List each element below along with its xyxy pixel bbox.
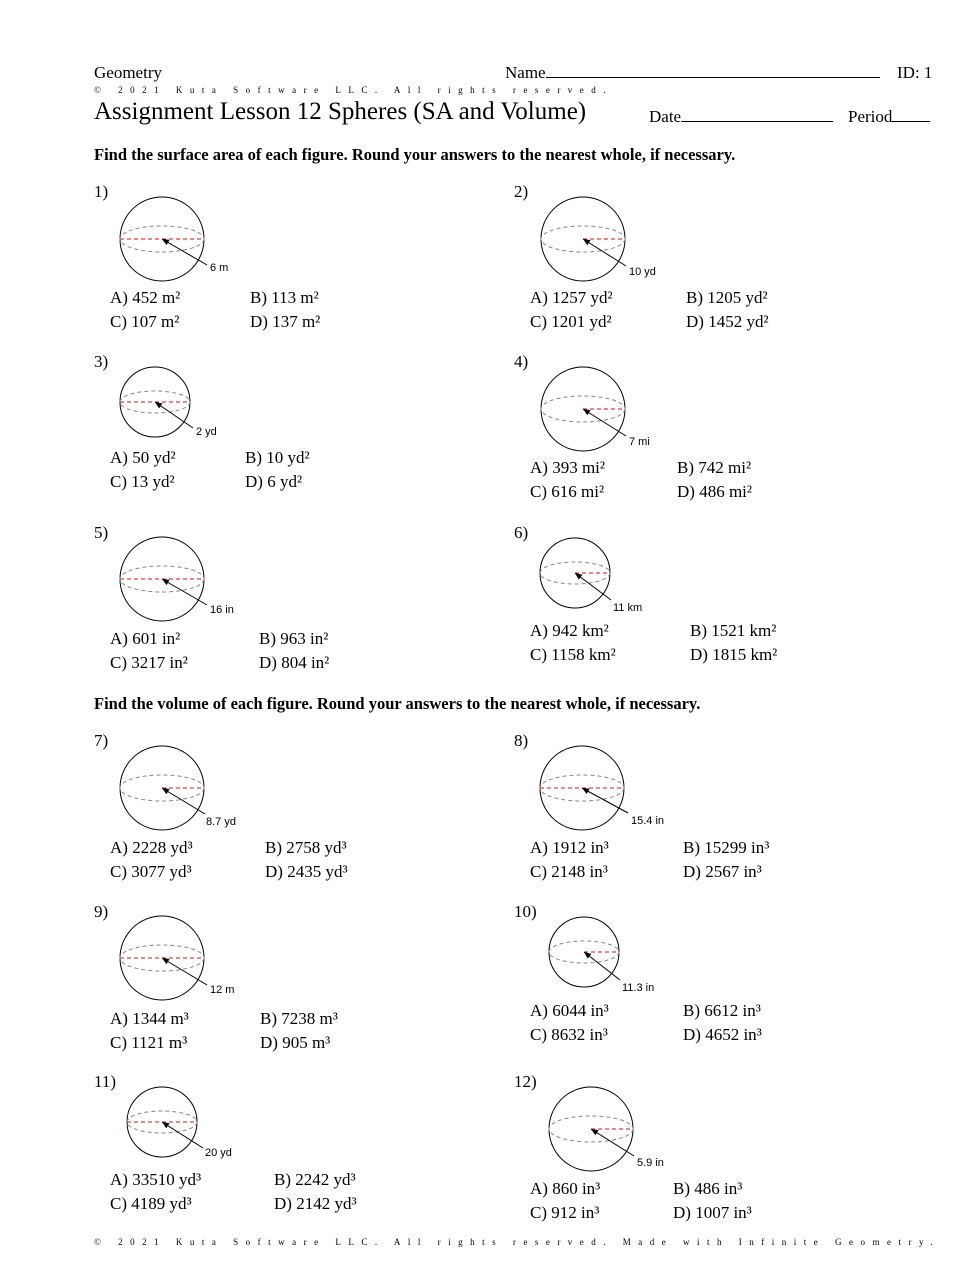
answer-choice-a[interactable]: A) 452 m² — [110, 288, 181, 307]
answer-choice-c[interactable]: C) 1158 km² — [530, 645, 616, 664]
answer-choice-c[interactable]: C) 2148 in³ — [530, 862, 608, 881]
problem-number: 11) — [94, 1072, 117, 1091]
section-instruction-surface-area: Find the surface area of each figure. Round your answers to the nearest whole, if necessary. — [94, 145, 736, 164]
arrow-line — [591, 1129, 634, 1156]
answer-choice-d[interactable]: D) 1452 yd² — [686, 312, 769, 331]
arrow-line — [582, 788, 628, 813]
answer-choice-a[interactable]: A) 33510 yd³ — [110, 1170, 202, 1189]
sphere-equator — [541, 226, 625, 252]
answer-choice-a[interactable]: A) 1344 m³ — [110, 1009, 189, 1028]
sphere-equator — [540, 775, 624, 801]
problem-number: 9) — [94, 902, 109, 921]
answer-choice-a[interactable]: A) 942 km² — [530, 621, 609, 640]
arrow-line — [583, 239, 626, 266]
radius-label: 10 yd — [629, 266, 656, 278]
radius-label: 11 km — [613, 602, 643, 614]
answer-choice-c[interactable]: C) 3217 in² — [110, 653, 188, 672]
answer-choice-a[interactable]: A) 860 in³ — [530, 1179, 601, 1198]
arrow-head-icon — [575, 573, 582, 580]
sphere-outline — [120, 746, 204, 830]
answer-choice-a[interactable]: A) 6044 in³ — [530, 1001, 609, 1020]
id-label: ID: 1 — [897, 63, 933, 82]
problem-number: 10) — [514, 902, 537, 921]
answer-choice-c[interactable]: C) 912 in³ — [530, 1203, 600, 1222]
radius-label: 20 yd — [205, 1147, 232, 1159]
arrow-head-icon — [582, 788, 590, 794]
arrow-head-icon — [162, 579, 170, 585]
answer-choice-b[interactable]: B) 1205 yd² — [686, 288, 768, 307]
problem-number: 2) — [514, 182, 529, 201]
problem-number: 5) — [94, 523, 109, 542]
problem-number: 4) — [514, 352, 529, 371]
radius-label: 16 in — [210, 604, 234, 616]
problem-number: 6) — [514, 523, 529, 542]
answer-choice-a[interactable]: A) 393 mi² — [530, 458, 605, 477]
arrow-head-icon — [583, 239, 591, 245]
page-title: Assignment Lesson 12 Spheres (SA and Volume) — [94, 98, 587, 125]
answer-choice-a[interactable]: A) 50 yd² — [110, 448, 176, 467]
answer-choice-c[interactable]: C) 3077 yd³ — [110, 862, 192, 881]
section-instruction-volume: Find the volume of each figure. Round your answers to the nearest whole, if necessary. — [94, 694, 701, 713]
arrow-head-icon — [591, 1129, 599, 1135]
answer-choice-d[interactable]: D) 2142 yd³ — [274, 1194, 357, 1213]
copyright-bottom: © 2021 Kuta Software LLC. All rights reserved. Made with Infinite Geometry. — [94, 1237, 941, 1247]
radius-label: 2 yd — [196, 426, 217, 438]
sphere-outline — [549, 1087, 633, 1171]
answer-choice-b[interactable]: B) 1521 km² — [690, 621, 777, 640]
answer-choice-b[interactable]: B) 7238 m³ — [260, 1009, 338, 1028]
answer-choice-d[interactable]: D) 905 m³ — [260, 1033, 331, 1052]
date-line — [681, 107, 833, 122]
arrow-line — [162, 579, 207, 605]
radius-label: 15.4 in — [631, 815, 665, 827]
arrow-line — [155, 402, 193, 428]
answer-choice-c[interactable]: C) 107 m² — [110, 312, 180, 331]
sphere-equator — [540, 562, 610, 584]
answer-choice-b[interactable]: B) 742 mi² — [677, 458, 752, 477]
answer-choice-d[interactable]: D) 4652 in³ — [683, 1025, 762, 1044]
arrow-head-icon — [583, 409, 591, 415]
answer-choice-b[interactable]: B) 15299 in³ — [683, 838, 770, 857]
sphere-equator — [549, 941, 619, 963]
answer-choice-a[interactable]: A) 601 in² — [110, 629, 181, 648]
answer-choice-a[interactable]: A) 1257 yd² — [530, 288, 613, 307]
name-label: Name — [505, 63, 546, 82]
problem-number: 3) — [94, 352, 109, 371]
radius-label: 7 mi — [629, 436, 650, 448]
answer-choice-c[interactable]: C) 616 mi² — [530, 482, 605, 501]
copyright-top: © 2021 Kuta Software LLC. All rights reserved. — [94, 85, 614, 95]
sphere-equator — [120, 566, 204, 592]
sphere-outline — [541, 197, 625, 281]
answer-choice-b[interactable]: B) 10 yd² — [245, 448, 310, 467]
answer-choice-b[interactable]: B) 6612 in³ — [683, 1001, 761, 1020]
answer-choice-d[interactable]: D) 1007 in³ — [673, 1203, 752, 1222]
sphere-equator — [120, 945, 204, 971]
arrow-line — [583, 409, 626, 436]
answer-choice-b[interactable]: B) 486 in³ — [673, 1179, 743, 1198]
answer-choice-d[interactable]: D) 1815 km² — [690, 645, 778, 664]
problem-number: 8) — [514, 731, 529, 750]
arrow-head-icon — [584, 952, 591, 959]
answer-choice-a[interactable]: A) 1912 in³ — [530, 838, 609, 857]
sphere-equator — [549, 1116, 633, 1142]
sphere-equator — [541, 396, 625, 422]
arrow-head-icon — [162, 1122, 170, 1128]
answer-choice-b[interactable]: B) 2758 yd³ — [265, 838, 347, 857]
arrow-line — [584, 952, 620, 980]
answer-choice-d[interactable]: D) 804 in² — [259, 653, 330, 672]
answer-choice-a[interactable]: A) 2228 yd³ — [110, 838, 193, 857]
problem-number: 7) — [94, 731, 109, 750]
arrow-head-icon — [162, 958, 170, 964]
problem-number: 1) — [94, 182, 109, 201]
answer-choice-c[interactable]: C) 8632 in³ — [530, 1025, 608, 1044]
date-label: Date — [649, 107, 682, 126]
answer-choice-d[interactable]: D) 486 mi² — [677, 482, 752, 501]
answer-choice-c[interactable]: C) 4189 yd³ — [110, 1194, 192, 1213]
course-name: Geometry — [94, 63, 162, 82]
sphere-outline — [120, 367, 190, 437]
answer-choice-c[interactable]: C) 1121 m³ — [110, 1033, 188, 1052]
arrow-line — [162, 1122, 203, 1148]
sphere-outline — [540, 746, 624, 830]
sphere-outline — [127, 1087, 197, 1157]
period-field[interactable] — [848, 107, 930, 127]
sphere-outline — [120, 537, 204, 621]
arrow-line — [162, 239, 207, 265]
sphere-equator — [127, 1111, 197, 1133]
arrow-head-icon — [155, 402, 162, 408]
name-field[interactable] — [505, 63, 880, 83]
name-line — [546, 63, 880, 78]
arrow-line — [162, 788, 205, 814]
period-label: Period — [848, 107, 893, 126]
problem-number: 12) — [514, 1072, 537, 1091]
period-line — [892, 107, 930, 122]
sphere-outline — [120, 916, 204, 1000]
radius-label: 8.7 yd — [206, 816, 236, 828]
sphere-outline — [541, 367, 625, 451]
answer-choice-c[interactable]: C) 13 yd² — [110, 472, 175, 491]
answer-choice-d[interactable]: D) 137 m² — [250, 312, 321, 331]
arrow-line — [575, 573, 611, 600]
sphere-equator — [120, 391, 190, 413]
sphere-outline — [549, 917, 619, 987]
answer-choice-b[interactable]: B) 963 in² — [259, 629, 329, 648]
radius-label: 5.9 in — [637, 1157, 664, 1169]
sphere-outline — [540, 538, 610, 608]
answer-choice-d[interactable]: D) 2567 in³ — [683, 862, 762, 881]
arrow-head-icon — [162, 239, 170, 245]
radius-label: 11.3 in — [622, 982, 655, 994]
answer-choice-c[interactable]: C) 1201 yd² — [530, 312, 612, 331]
date-field[interactable] — [649, 107, 833, 127]
answer-choice-b[interactable]: B) 2242 yd³ — [274, 1170, 356, 1189]
radius-label: 12 m — [210, 984, 235, 996]
radius-label: 6 m — [210, 262, 229, 274]
answer-choice-d[interactable]: D) 6 yd² — [245, 472, 303, 491]
arrow-head-icon — [162, 788, 170, 794]
sphere-outline — [120, 197, 204, 281]
sphere-equator — [120, 226, 204, 252]
answer-choice-b[interactable]: B) 113 m² — [250, 288, 319, 307]
answer-choice-d[interactable]: D) 2435 yd³ — [265, 862, 348, 881]
arrow-line — [162, 958, 207, 985]
sphere-equator — [120, 775, 204, 801]
